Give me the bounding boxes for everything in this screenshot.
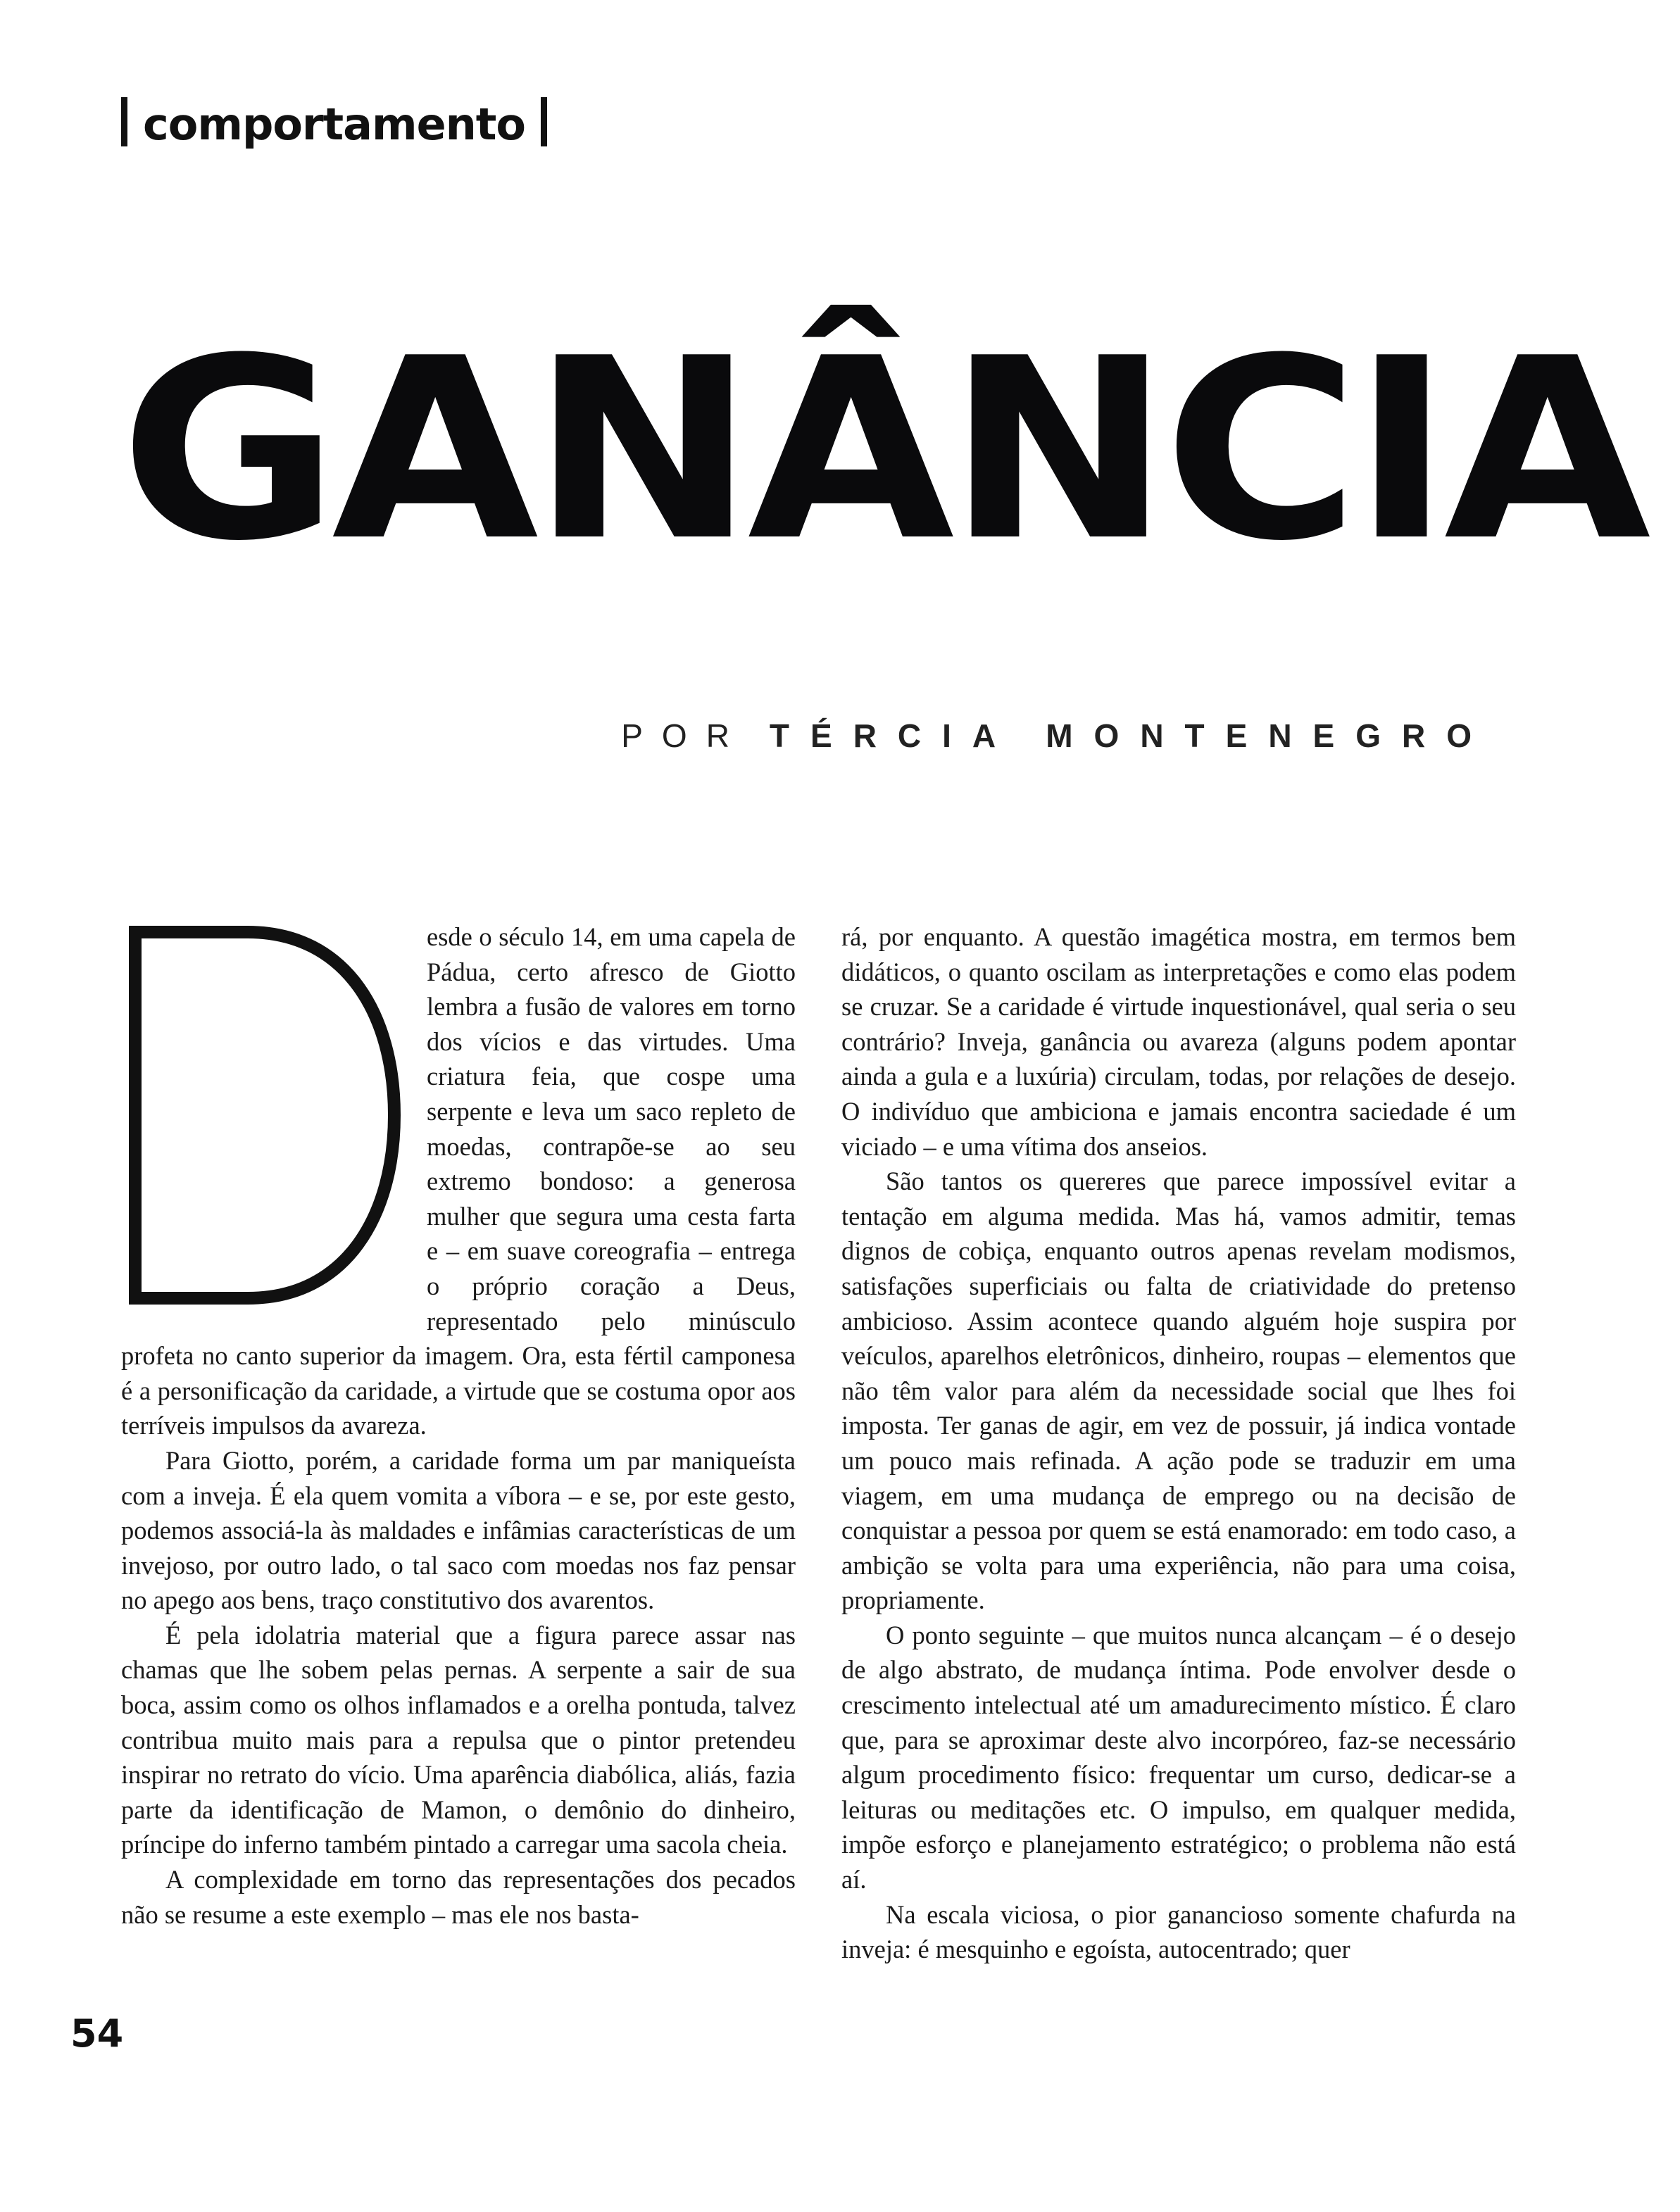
paragraph: É pela idolatria material que a figura parece assar nas chamas que lhe sobem pelas pernas. A serpente a sair de sua boca, assim como os olhos inflamados e a orelha pontuda, talvez contribua muito mais para a repulsa que o pintor pretendeu inspirar no retrato do vício. Uma aparência diabólica, aliás, fazia parte da identificação de Mamon, o demônio do dinheiro, príncipe do inferno também pintado a carregar uma sacola cheia. (121, 1620, 796, 1859)
page-number: 54 (70, 2011, 124, 2056)
drop-cap (121, 924, 403, 1307)
byline-prefix: POR (621, 717, 748, 754)
paragraph: A complexidade em torno das representações dos pecados não se resume a este exemplo – mas ele nos basta- (121, 1865, 796, 1929)
paragraph: São tantos os quereres que parece impossível evitar a tentação em alguma medida. Mas há, vamos admitir, temas dignos de cobiça, enquanto outros apenas revelam modismos, satisfações superficiais ou falta de criatividade do pretenso ambicioso. Assim acontece quando alguém hoje suspira por veículos, aparelhos eletrônicos, dinheiro, roupas – elementos que não têm valor para além da necessidade social que lhes foi imposta. Ter ganas de agir, em vez de possuir, já indica vontade um pouco mais refinada. A ação pode se traduzir em uma viagem, em uma mudança de emprego ou na decisão de conquistar a pessoa por quem se está enamorado: em todo caso, a ambição se volta para uma experiência, não para uma coisa, propriamente. (841, 1167, 1516, 1615)
section-divider-right (541, 97, 547, 146)
paragraph: esde o século 14, em uma capela de Pádua, certo afresco de Giotto lembra a fusão de valores em torno dos vícios e das virtudes. Uma criatura feia, que cospe uma serpente e leva um saco repleto de moedas, contrapõe-se ao seu extremo bondoso: a generosa mulher que segura uma cesta farta e – em suave coreografia – entrega o próprio coração a Deus, representado pelo minúsculo profeta no canto superior da imagem. Ora, esta fértil camponesa é a personificação da caridade, a virtude que se costuma opor aos terríveis impulsos da avareza. (121, 922, 796, 1440)
paragraph: O ponto seguinte – que muitos nunca alcançam – é o desejo de algo abstrato, de mudança íntima. Pode envolver desde o crescimento intelectual até um amadurecimento místico. É claro que, para se aproximar deste alvo incorpóreo, faz-se necessário algum procedimento físico: frequentar um curso, dedicar-se a leituras ou meditações etc. O impulso, em qualquer medida, impõe esforço e planejamento estratégico; o problema não está aí. (841, 1620, 1516, 1894)
paragraph: Na escala viciosa, o pior ganancioso somente chafurda na inveja: é mesquinho e egoísta, autocentrado; quer (841, 1899, 1516, 1964)
author-name: TÉRCIA MONTENEGRO (769, 717, 1493, 754)
drop-cap-letter (121, 924, 403, 1307)
section-divider-left (121, 97, 127, 146)
byline (621, 717, 1493, 755)
article-column-left (121, 919, 796, 1932)
article-title: GANÂNCIA (120, 304, 1644, 596)
section-tag (121, 97, 547, 150)
paragraph: rá, por enquanto. A questão imagética mostra, em termos bem didáticos, o quanto oscilam as interpretações e como elas podem se cruzar. Se a caridade é virtude inquestionável, qual seria o seu contrário? Inveja, ganância ou avareza (alguns podem apontar ainda a gula e a luxúria) circulam, todas, por relações de desejo. O indivíduo que ambiciona e jamais encontra saciedade é um viciado – e uma vítima dos anseios. (841, 922, 1516, 1161)
paragraph: Para Giotto, porém, a caridade forma um par maniqueísta com a inveja. É ela quem vomita a víbora – e se, por este gesto, podemos associá-la às maldades e infâmias características de um invejoso, por outro lado, o tal saco com moedas nos faz pensar no apego aos bens, traço constitutivo dos avarentos. (121, 1445, 796, 1615)
article-column-right (841, 919, 1516, 1967)
section-label: comportamento (143, 99, 526, 150)
